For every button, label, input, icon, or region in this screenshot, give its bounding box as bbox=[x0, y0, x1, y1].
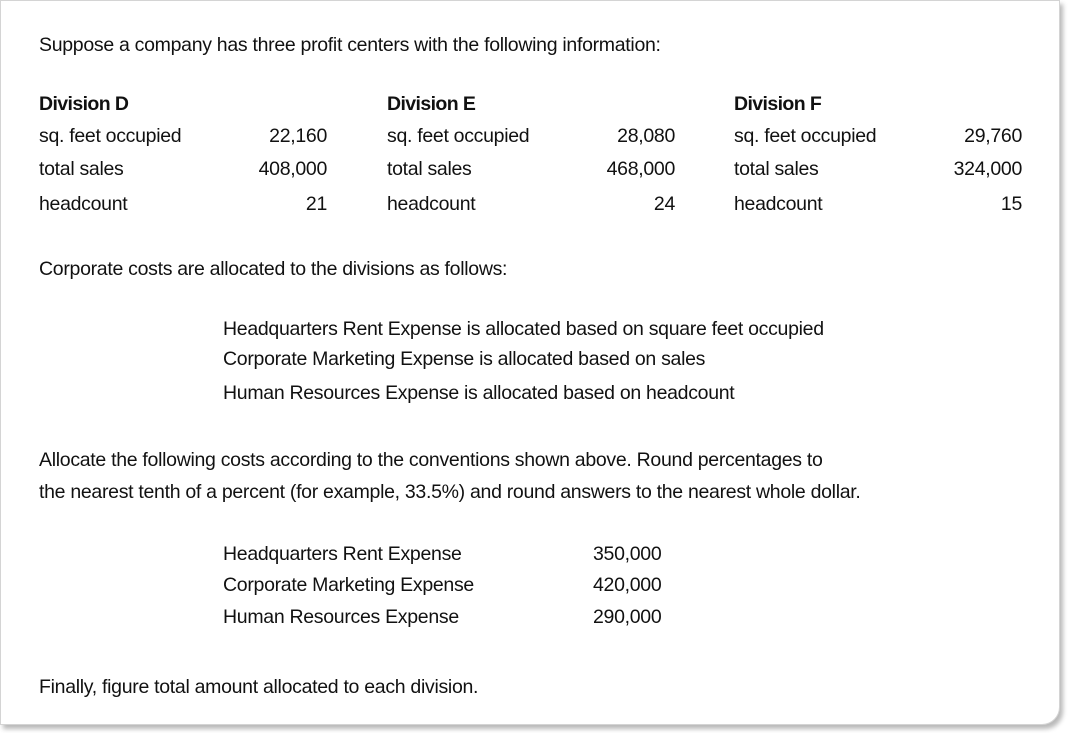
division-d-value-headcount: 21 bbox=[305, 193, 327, 215]
cost-label-marketing: Corporate Marketing Expense bbox=[223, 574, 474, 596]
division-e-title: Division E bbox=[387, 93, 476, 115]
final-instruction: Finally, figure total amount allocated to each division. bbox=[39, 676, 479, 698]
division-f-value-sales: 324,000 bbox=[953, 158, 1022, 180]
division-d-title: Division D bbox=[39, 93, 129, 115]
intro-text: Suppose a company has three profit centers with the following information: bbox=[39, 34, 661, 56]
allocation-rule-marketing: Corporate Marketing Expense is allocated based on sales bbox=[223, 348, 706, 370]
division-f-label-headcount: headcount bbox=[734, 193, 823, 215]
cost-value-marketing: 420,000 bbox=[593, 574, 662, 596]
division-f-label-sqft: sq. feet occupied bbox=[734, 125, 877, 147]
division-f-title: Division F bbox=[734, 93, 822, 115]
allocation-rule-rent: Headquarters Rent Expense is allocated based on square feet occupied bbox=[223, 318, 824, 340]
allocation-intro-text: Corporate costs are allocated to the divisions as follows: bbox=[39, 258, 508, 280]
division-d-label-sqft: sq. feet occupied bbox=[39, 125, 182, 147]
division-e-label-sales: total sales bbox=[387, 158, 472, 180]
division-e-value-headcount: 24 bbox=[653, 193, 675, 215]
cost-label-rent: Headquarters Rent Expense bbox=[223, 543, 462, 565]
division-d-value-sales: 408,000 bbox=[258, 158, 327, 180]
cost-label-hr: Human Resources Expense bbox=[223, 606, 459, 628]
division-e-value-sqft: 28,080 bbox=[617, 125, 675, 147]
division-e-label-sqft: sq. feet occupied bbox=[387, 125, 530, 147]
division-f-value-headcount: 15 bbox=[1000, 193, 1022, 215]
division-f-value-sqft: 29,760 bbox=[964, 125, 1022, 147]
cost-value-rent: 350,000 bbox=[593, 543, 662, 565]
division-d-value-sqft: 22,160 bbox=[269, 125, 327, 147]
division-f-label-sales: total sales bbox=[734, 158, 819, 180]
division-d-label-headcount: headcount bbox=[39, 193, 128, 215]
instructions-line-1: Allocate the following costs according to the conventions shown above. Round percentages to bbox=[39, 449, 823, 471]
instructions-line-2: the nearest tenth of a percent (for example, 33.5%) and round answers to the nearest whole dollar. bbox=[39, 481, 861, 503]
allocation-rule-hr: Human Resources Expense is allocated based on headcount bbox=[223, 382, 735, 404]
division-d-label-sales: total sales bbox=[39, 158, 124, 180]
division-e-label-headcount: headcount bbox=[387, 193, 476, 215]
division-e-value-sales: 468,000 bbox=[606, 158, 675, 180]
cost-value-hr: 290,000 bbox=[593, 606, 662, 628]
